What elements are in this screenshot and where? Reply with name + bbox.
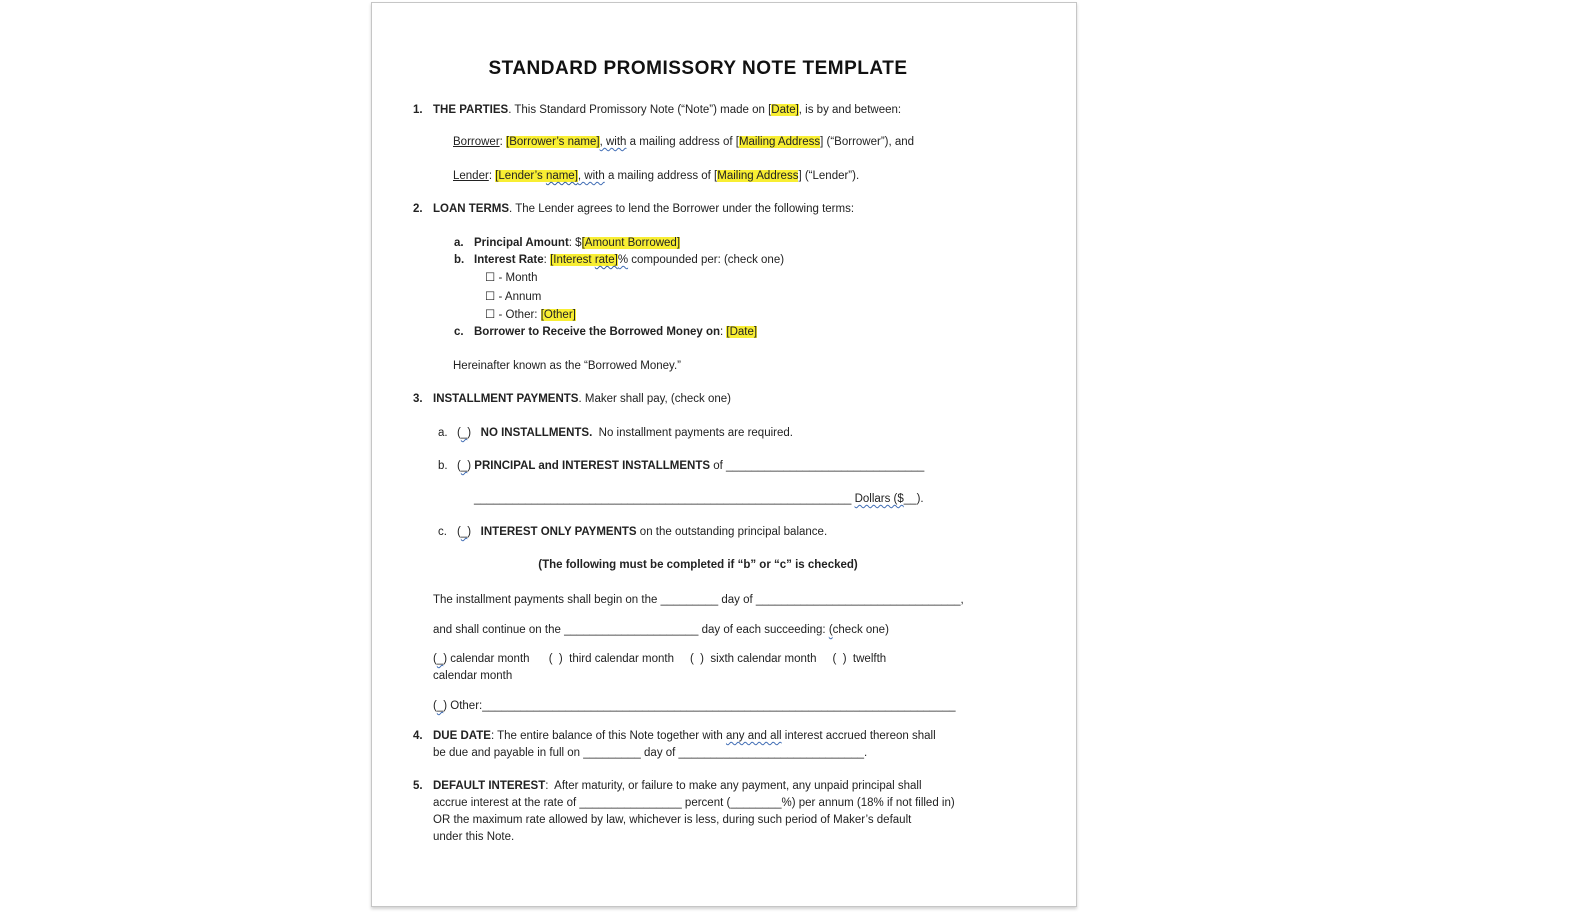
list-letter: b. (438, 460, 448, 472)
text-run: - Month (495, 272, 538, 284)
text-run: ) (467, 460, 475, 472)
blank-field: ___________________________________________________________ (474, 493, 852, 505)
text-run: Hereinafter known as the “Borrowed Money.” (453, 360, 681, 372)
text-run: any and all (725, 730, 782, 742)
receive-money-line (454, 324, 983, 341)
text-run: accrue interest at the rate of (433, 797, 580, 809)
text-run: ) (467, 427, 481, 439)
blank-field: ________________________________ (755, 594, 961, 606)
other-option-line (433, 698, 983, 715)
text-run: on the outstanding principal balance. (636, 526, 828, 538)
text-run: INTEREST ONLY PAYMENTS (480, 526, 637, 538)
text-run: ( (828, 624, 833, 636)
text-run: INSTALLMENT PAYMENTS (433, 393, 579, 405)
completion-note-line (413, 557, 983, 574)
hereinafter-line (453, 358, 983, 375)
check-blank: _ (460, 526, 468, 538)
interest-rate-line (454, 252, 983, 269)
text-run: LOAN TERMS (433, 203, 510, 215)
calendar-options-wrap-line (433, 668, 983, 685)
text-run: . (864, 747, 868, 759)
section-1-heading-line (413, 102, 983, 119)
borrower-name-placeholder: [Borrower’s name] (506, 136, 600, 148)
mailing-address-placeholder: Mailing Address (738, 136, 821, 148)
text-run: - Annum (495, 291, 542, 303)
text-run: day of (718, 594, 756, 606)
text-run: : (488, 170, 496, 182)
text-run: day of (640, 747, 679, 759)
section-4-line-1 (413, 728, 983, 745)
lender-line (453, 168, 983, 185)
blank-field: __________________________________________________________________________ (482, 700, 956, 712)
blank-field: _______________________________ (726, 460, 925, 472)
text-run: ) calendar month ( ) third calendar month ( ) sixth calendar month ( ) twelfth (443, 653, 887, 665)
date-placeholder: Date] (771, 104, 799, 116)
text-run: - Other: (495, 309, 541, 321)
section-5-line-3 (433, 812, 983, 829)
text-run: name] (545, 170, 578, 182)
list-number: 5. (413, 780, 423, 792)
checkbox-month-line (485, 270, 983, 287)
list-letter: c. (438, 526, 447, 538)
checkbox-month-icon[interactable]: ☐ (485, 272, 496, 284)
text-run: ). (916, 493, 924, 505)
text-run: The installment payments shall begin on the (433, 594, 661, 606)
section-5-line-1 (413, 778, 983, 795)
document-title: STANDARD PROMISSORY NOTE TEMPLATE (488, 58, 908, 79)
text-run: under this Note. (433, 831, 515, 843)
text-run: ( (457, 460, 461, 472)
text-run: . The Lender agrees to lend the Borrower under the following terms: (509, 203, 855, 215)
text-run: calendar month (433, 670, 513, 682)
text-run: compounded per: (check one) (628, 254, 785, 266)
text-run: of (710, 460, 727, 472)
text-run: ( (433, 653, 437, 665)
text-run: NO INSTALLMENTS. (480, 427, 593, 439)
blank-field: ________________ (579, 797, 682, 809)
text-run: a mailing address of [ (626, 136, 739, 148)
text-run: check one) (832, 624, 889, 636)
text-run: : (499, 136, 507, 148)
text-run: No installment payments are required. (592, 427, 793, 439)
text-run: : After maturity, or failure to make any payment, any unpaid principal shall (545, 780, 922, 792)
begin-payments-line (433, 592, 983, 609)
text-run: Lender (453, 170, 489, 182)
check-blank: _ (436, 653, 444, 665)
continue-payments-line (433, 622, 983, 639)
document-content (413, 57, 983, 846)
interest-rate-placeholder: [Interest (550, 254, 595, 266)
text-run: interest accrued thereon shall (781, 730, 936, 742)
text-run: , with (599, 136, 627, 148)
calendar-options-line (433, 651, 983, 668)
text-run: : The entire balance of this Note together with (490, 730, 726, 742)
text-run: , is by and between: (798, 104, 902, 116)
text-run: : (543, 254, 551, 266)
text-run: % (617, 254, 629, 266)
borrower-line (453, 134, 983, 151)
text-run: rate] (594, 254, 618, 266)
blank-field: _____________________________ (678, 747, 865, 759)
text-run: day of each succeeding: (698, 624, 829, 636)
list-letter: a. (454, 237, 464, 249)
check-blank: _ (460, 460, 468, 472)
text-run: ( (457, 427, 461, 439)
text-run: Interest Rate (474, 254, 544, 266)
text-run: Principal Amount (474, 237, 569, 249)
date-placeholder: [Date] (726, 326, 758, 338)
list-number: 3. (413, 393, 423, 405)
text-run: ) (467, 526, 481, 538)
blank-field: _________ (660, 594, 719, 606)
other-placeholder: [Other] (540, 309, 576, 321)
section-5-line-2 (433, 795, 983, 812)
document-page (371, 2, 1077, 907)
text-run: : (720, 326, 727, 338)
check-blank: _ (460, 427, 468, 439)
text-run: (The following must be completed if “b” or “c” is checked) (538, 559, 858, 571)
text-run: %) per annum (18% if not filled in) (781, 797, 955, 809)
text-run: ] (“Lender”). (798, 170, 860, 182)
check-blank: _ (436, 700, 444, 712)
text-run: ( (457, 526, 461, 538)
interest-only-line (438, 524, 983, 541)
principal-interest-line (438, 458, 983, 475)
section-5-line-4 (433, 829, 983, 846)
blank-field: ________ (730, 797, 782, 809)
checkbox-annum-line (485, 289, 983, 306)
principal-amount-line (454, 235, 983, 252)
list-number: 1. (413, 104, 423, 116)
blank-field: __ (903, 493, 917, 505)
text-run: . Maker shall pay, (check one) (578, 393, 732, 405)
blank-field: _____________________ (564, 624, 699, 636)
lender-name-placeholder: [Lender’s (495, 170, 546, 182)
section-3-heading-line (413, 391, 983, 408)
text-run: ( (433, 700, 437, 712)
text-run: DUE DATE (433, 730, 491, 742)
list-letter: a. (438, 427, 448, 439)
text-run: . This Standard Promissory Note (“Note”) made on [ (508, 104, 772, 116)
list-letter: c. (454, 326, 464, 338)
text-run: , (960, 594, 964, 606)
list-number: 2. (413, 203, 423, 215)
text-run: : $ (568, 237, 582, 249)
no-installments-line (438, 425, 983, 442)
text-run: Borrower (453, 136, 500, 148)
text-run: ] (“Borrower”), and (820, 136, 915, 148)
amount-borrowed-placeholder: [Amount Borrowed] (581, 237, 681, 249)
dollars-line (474, 491, 983, 508)
text-run: be due and payable in full on (433, 747, 584, 759)
mailing-address-placeholder: Mailing Address (717, 170, 799, 182)
text-run: ) Other: (443, 700, 483, 712)
section-4-line-2 (433, 745, 983, 762)
checkbox-annum-icon[interactable]: ☐ (485, 291, 496, 303)
text-run: a mailing address of [ (604, 170, 718, 182)
text-run: Dollars ($ (854, 493, 904, 505)
list-number: 4. (413, 730, 423, 742)
text-run: Borrower to Receive the Borrowed Money on (474, 326, 721, 338)
text-run: and shall continue on the (433, 624, 565, 636)
text-run: OR the maximum rate allowed by law, whichever is less, during such period of Maker’s default (433, 814, 912, 826)
checkbox-other-line (485, 307, 983, 324)
list-letter: b. (454, 254, 465, 266)
text-run: DEFAULT INTEREST (433, 780, 546, 792)
text-run: PRINCIPAL and INTEREST INSTALLMENTS (474, 460, 711, 472)
section-2-heading-line (413, 201, 983, 218)
text-run: , with (577, 170, 605, 182)
blank-field: _________ (583, 747, 641, 759)
text-run: THE PARTIES (433, 104, 509, 116)
text-run: percent ( (681, 797, 731, 809)
checkbox-other-icon[interactable]: ☐ (485, 309, 496, 321)
